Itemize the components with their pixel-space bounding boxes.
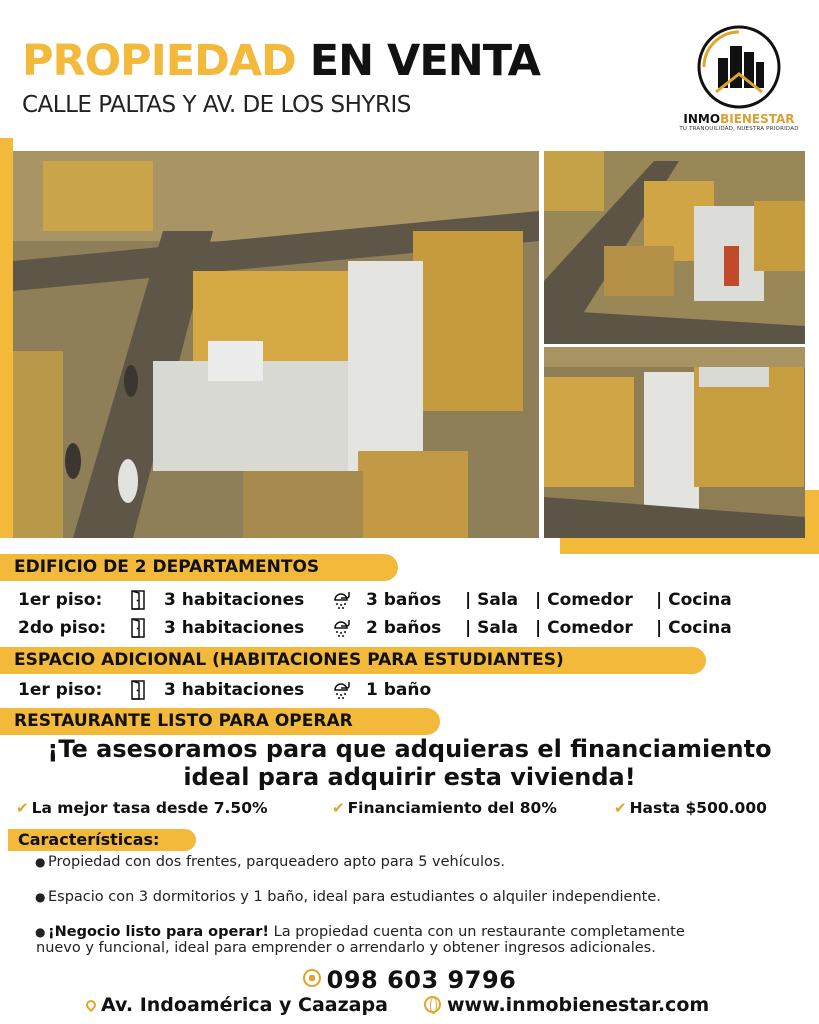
- aerial-main-photo: [13, 151, 539, 538]
- baths-count: 3 baños: [366, 590, 442, 610]
- phone-number[interactable]: 098 603 9796: [0, 966, 819, 994]
- promo-line-2: ideal para adquirir esta vivienda!: [183, 763, 636, 791]
- door-icon: [130, 615, 146, 641]
- comedor-label: | Comedor: [535, 618, 633, 638]
- baths-count: 2 baños: [366, 618, 442, 638]
- sala-label: | Sala: [465, 618, 519, 638]
- door-icon: [130, 587, 146, 613]
- company-logo: [672, 24, 806, 152]
- check-icon: ✔: [16, 799, 29, 817]
- title-rest: EN VENTA: [309, 36, 540, 86]
- comedor-label: | Comedor: [535, 590, 633, 610]
- check-icon: ✔: [332, 799, 345, 817]
- benefits-list: [0, 799, 819, 823]
- door-icon: [130, 677, 146, 703]
- floor-label: 2do piso:: [18, 618, 107, 638]
- additional-row: [18, 677, 518, 703]
- feature-item: ● Espacio con 3 dormitorios y 1 baño, ideal para estudiantes o alquiler independiente.: [35, 889, 661, 905]
- restaurant-heading: RESTAURANTE LISTO PARA OPERAR: [0, 708, 440, 735]
- address-contact: Av. Indoamérica y Caazapa: [86, 994, 388, 1018]
- cocina-label: | Cocina: [656, 618, 732, 638]
- address-subtitle: CALLE PALTAS Y AV. DE LOS SHYRIS: [22, 92, 411, 118]
- aerial-top-right-photo: [544, 151, 805, 344]
- globe-icon: [424, 996, 441, 1013]
- logo-tagline: TU TRANQUILIDAD, NUESTRA PRIORIDAD: [679, 126, 799, 132]
- financing-promo: [0, 735, 819, 791]
- logo-name: INMOBIENESTAR: [683, 112, 795, 126]
- feature-item: ● ¡Negocio listo para operar! La propiedad cuenta con un restaurante completamente nuevo y funcional, ideal para emprender o arrendarlo y obtener ingresos adicionales.: [35, 924, 685, 956]
- cocina-label: | Cocina: [656, 590, 732, 610]
- shower-icon: [332, 587, 352, 613]
- floor-label: 1er piso:: [18, 680, 103, 700]
- rooms-count: 3 habitaciones: [164, 680, 305, 700]
- sala-label: | Sala: [465, 590, 519, 610]
- whatsapp-icon: [303, 969, 321, 987]
- floor-row-1: [18, 587, 808, 613]
- feature-item: ● Propiedad con dos frentes, parqueadero apto para 5 vehículos.: [35, 854, 506, 870]
- promo-line-1: ¡Te asesoramos para que adquieras el financiamiento: [47, 735, 772, 763]
- aerial-bottom-right-photo: [544, 347, 805, 538]
- floor-label: 1er piso:: [18, 590, 103, 610]
- floor-row-2: [18, 615, 808, 641]
- bullet-icon: ●: [35, 925, 46, 939]
- check-icon: ✔: [614, 799, 627, 817]
- bullet-icon: ●: [35, 855, 46, 869]
- shower-icon: [332, 677, 352, 703]
- features-heading: Características:: [8, 829, 196, 851]
- bullet-icon: ●: [35, 890, 46, 904]
- benefit-item: ✔ Hasta $500.000: [614, 799, 767, 817]
- building-heading: EDIFICIO DE 2 DEPARTAMENTOS: [0, 554, 398, 581]
- page-title: [22, 36, 540, 86]
- rooms-count: 3 habitaciones: [164, 618, 305, 638]
- benefit-item: ✔ La mejor tasa desde 7.50%: [16, 799, 268, 817]
- city-buildings-logo-icon: [696, 24, 782, 110]
- gold-accent-left: [0, 138, 13, 538]
- website-link[interactable]: www.inmobienestar.com: [424, 994, 709, 1018]
- benefit-item: ✔ Financiamiento del 80%: [332, 799, 557, 817]
- shower-icon: [332, 615, 352, 641]
- location-pin-icon: [84, 998, 98, 1012]
- title-highlight: PROPIEDAD: [22, 36, 296, 86]
- rooms-count: 3 habitaciones: [164, 590, 305, 610]
- baths-count: 1 baño: [366, 680, 432, 700]
- additional-heading: ESPACIO ADICIONAL (HABITACIONES PARA ESTUDIANTES): [0, 647, 706, 674]
